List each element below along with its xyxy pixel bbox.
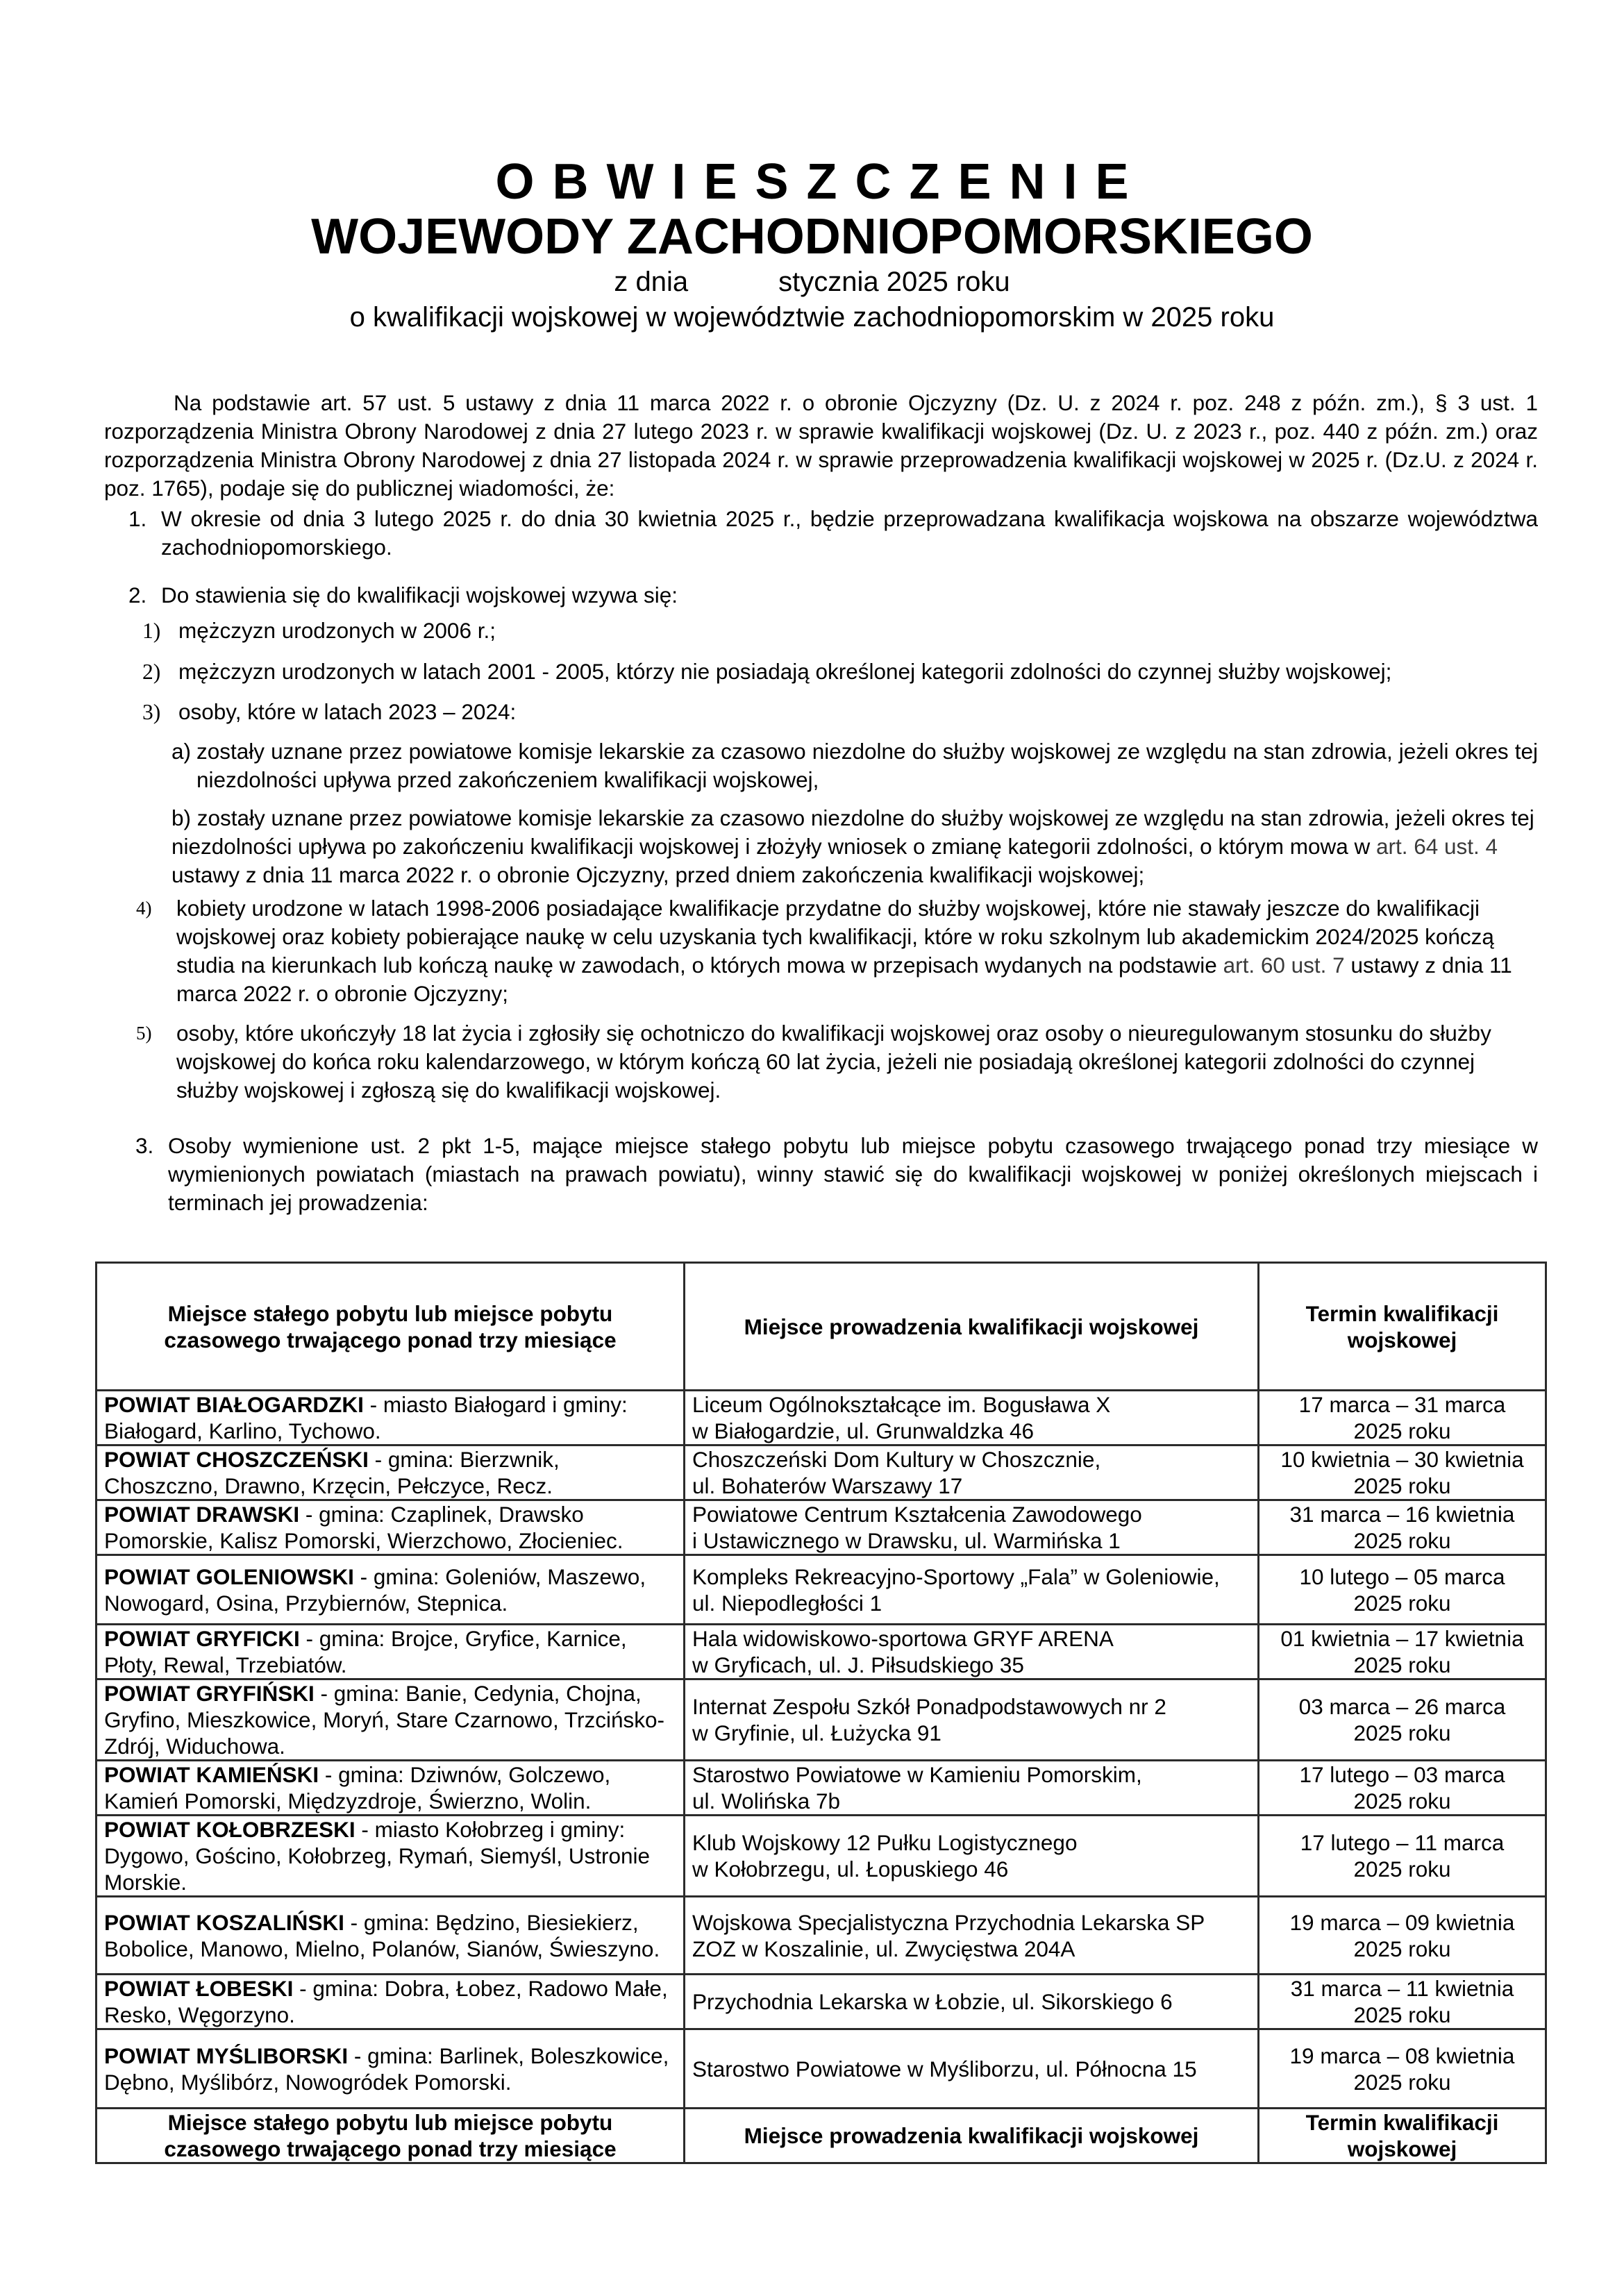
term-dates: 19 marca – 09 kwietnia bbox=[1289, 1909, 1515, 1935]
residence-cell bbox=[97, 1679, 685, 1761]
district-name: POWIAT KOŁOBRZESKI bbox=[104, 1817, 355, 1842]
term-cell bbox=[1259, 1391, 1546, 1446]
term-year: 2025 roku bbox=[1353, 1528, 1451, 1553]
section-1 bbox=[128, 505, 1538, 562]
term-cell bbox=[1259, 1816, 1546, 1897]
location-cell bbox=[685, 1391, 1259, 1446]
section-3 bbox=[135, 1132, 1538, 1217]
residence-cell bbox=[97, 1897, 685, 1975]
section-text: Do stawienia się do kwalifikacji wojskowej wzywa się: bbox=[161, 583, 678, 607]
location-line: Starostwo Powiatowe w Kamieniu Pomorskim, bbox=[692, 1762, 1142, 1787]
residence-cell bbox=[97, 2029, 685, 2109]
district-name: POWIAT GRYFIŃSKI bbox=[104, 1681, 315, 1706]
table-row bbox=[97, 1446, 1546, 1500]
issuer-title: WOJEWODY ZACHODNIOPOMORSKIEGO bbox=[311, 209, 1313, 265]
location-cell bbox=[685, 1555, 1259, 1625]
point-3 bbox=[142, 698, 1538, 726]
district-areas: - gmina: Będzino, Biesiekierz, Bobolice, Manowo, Mielno, Polanów, Sianów, Świeszyno. bbox=[104, 1909, 660, 1961]
term-dates: 31 marca – 16 kwietnia bbox=[1289, 1502, 1515, 1527]
location-line: ul. Bohaterów Warszawy 17 bbox=[692, 1473, 963, 1498]
location-line: Wojskowa Specjalistyczna Przychodnia Lekarska SP bbox=[692, 1909, 1205, 1935]
location-line: ul. Niepodległości 1 bbox=[692, 1590, 882, 1616]
column-header-location: Miejsce prowadzenia kwalifikacji wojskowej bbox=[685, 2109, 1259, 2163]
district-name: POWIAT GRYFICKI bbox=[104, 1626, 300, 1651]
residence-cell bbox=[97, 1446, 685, 1500]
point-2 bbox=[142, 657, 1552, 686]
point-text-tail: ustawy z dnia 11 marca 2022 r. o obronie Ojczyzny; bbox=[176, 953, 1512, 1006]
point-number: 3) bbox=[142, 700, 161, 724]
district-name: POWIAT KOSZALIŃSKI bbox=[104, 1909, 344, 1935]
term-year: 2025 roku bbox=[1353, 1652, 1451, 1677]
term-year: 2025 roku bbox=[1353, 2002, 1451, 2027]
term-cell bbox=[1259, 1897, 1546, 1975]
legal-reference: art. 60 ust. 7 bbox=[1223, 953, 1345, 978]
section-number: 1. bbox=[128, 506, 147, 531]
district-name: POWIAT DRAWSKI bbox=[104, 1502, 300, 1527]
subpoint-text: b) zostały uznane przez powiatowe komisje lekarskie za czasowo niezdolne do służby wojskowej ze względu na stan zdrowia, jeżeli okres tej niezdolności upływa po zakończeniu kwalifikacji wojskowej i złożyły wniosek o zmianę kategorii zdolności, o którym mowa w bbox=[171, 805, 1534, 859]
term-dates: 17 lutego – 11 marca bbox=[1300, 1830, 1505, 1855]
column-header-term: Termin kwalifikacji wojskowej bbox=[1259, 1263, 1546, 1391]
term-dates: 31 marca – 11 kwietnia bbox=[1290, 1976, 1514, 2001]
point-text-body: kobiety urodzone w latach 1998-2006 posiadające kwalifikacje przydatne do służby wojskowej, które nie stawały jeszcze do kwalifikacji wojskowej oraz kobiety pobierające naukę w celu uzyskania tych kwalifikacji, które w roku szkolnym lub akademickim 2024/2025 kończą studia na kierunkach lub kończą naukę w zawodach, o których mowa w przepisach wydanych na podstawie bbox=[176, 896, 1494, 978]
table-row bbox=[97, 1761, 1546, 1816]
location-cell bbox=[685, 1446, 1259, 1500]
term-dates: 19 marca – 08 kwietnia bbox=[1289, 2043, 1515, 2068]
section-text: W okresie od dnia 3 lutego 2025 r. do dnia 30 kwietnia 2025 r., będzie przeprowadzana kwalifikacja wojskowa na obszarze województwa zachodniopomorskiego. bbox=[161, 506, 1538, 560]
intro-paragraph: Na podstawie art. 57 ust. 5 ustawy z dnia 11 marca 2022 r. o obronie Ojczyzny (Dz. U. z 2024 r. poz. 248 z późn. zm.), § 3 ust. 1 rozporządzenia Ministra Obrony Narodowej z dnia 27 lutego 2023 r. w sprawie kwalifikacji wojskowej (Dz. U. z 2023 r., poz. 440 z późn. zm.) oraz rozporządzenia Ministra Obrony Narodowej z dnia 27 listopada 2024 r. w sprawie przeprowadzenia kwalifikacji wojskowej w 2025 r. (Dz.U. z 2024 r. poz. 1765), podaje się do publicznej wiadomości, że: bbox=[104, 390, 1538, 501]
point-3b bbox=[171, 804, 1538, 889]
location-line: Powiatowe Centrum Kształcenia Zawodowego bbox=[692, 1502, 1142, 1527]
table-row bbox=[97, 1816, 1546, 1897]
district-name: POWIAT BIAŁOGARDZKI bbox=[104, 1392, 364, 1417]
district-name: POWIAT MYŚLIBORSKI bbox=[104, 2043, 349, 2068]
residence-cell bbox=[97, 1816, 685, 1897]
term-dates: 01 kwietnia – 17 kwietnia bbox=[1280, 1626, 1524, 1651]
notice-title: OBWIESZCZENIE bbox=[495, 154, 1147, 210]
point-text: mężczyzn urodzonych w 2006 r.; bbox=[178, 618, 496, 643]
district-name: POWIAT GOLENIOWSKI bbox=[104, 1564, 354, 1589]
district-areas: - gmina: Barlinek, Boleszkowice, Dębno, Myślibórz, Nowogródek Pomorski. bbox=[104, 2043, 669, 2095]
district-areas: - miasto Kołobrzeg i gminy: Dygowo, Gościno, Kołobrzeg, Rymań, Siemyśl, Ustronie Morskie. bbox=[104, 1817, 651, 1895]
location-line: Przychodnia Lekarska w Łobzie, ul. Sikorskiego 6 bbox=[692, 1989, 1173, 2014]
term-cell bbox=[1259, 1761, 1546, 1816]
term-cell bbox=[1259, 1446, 1546, 1500]
district-areas: - gmina: Banie, Cedynia, Chojna, Gryfino, Mieszkowice, Moryń, Stare Czarnowo, Trzcińsko-Zdrój, Widuchowa. bbox=[104, 1681, 664, 1759]
table-row bbox=[97, 1975, 1546, 2029]
term-year: 2025 roku bbox=[1353, 1590, 1451, 1616]
location-cell bbox=[685, 1761, 1259, 1816]
point-number: 5) bbox=[136, 1023, 152, 1044]
legal-reference: art. 64 ust. 4 bbox=[1375, 834, 1498, 859]
subpoint-text-tail: ustawy z dnia 11 marca 2022 r. o obronie Ojczyzny, przed dniem zakończenia kwalifikacji wojskowej; bbox=[171, 862, 1145, 887]
district-areas: - gmina: Czaplinek, Drawsko Pomorskie, Kalisz Pomorski, Wierzchowo, Złocieniec. bbox=[104, 1502, 623, 1553]
column-header-location: Miejsce prowadzenia kwalifikacji wojskowej bbox=[685, 1263, 1259, 1391]
residence-cell bbox=[97, 1625, 685, 1679]
term-year: 2025 roku bbox=[1353, 1720, 1451, 1745]
table-row bbox=[97, 1625, 1546, 1679]
district-areas: - miasto Białogard i gminy: Białogard, Karlino, Tychowo. bbox=[104, 1392, 628, 1443]
term-cell bbox=[1259, 1555, 1546, 1625]
notice-subtitle: o kwalifikacji wojskowej w województwie zachodniopomorskim w 2025 roku bbox=[349, 302, 1275, 333]
location-line: Internat Zespołu Szkół Ponadpodstawowych nr 2 bbox=[692, 1694, 1166, 1719]
location-line: Starostwo Powiatowe w Myśliborzu, ul. Północna 15 bbox=[692, 2056, 1197, 2081]
location-cell bbox=[685, 1897, 1259, 1975]
section-text: Osoby wymienione ust. 2 pkt 1-5, mające miejsce stałego pobytu lub miejsce pobytu czasowego trwającego ponad trzy miesiące w wymienionych powiatach (miastach na prawach powiatu), winny stawić się do kwalifikacji wojskowej w poniżej określonych miejscach i terminach jej prowadzenia: bbox=[168, 1133, 1538, 1215]
point-number: 1) bbox=[142, 619, 161, 643]
date-suffix: stycznia 2025 roku bbox=[778, 267, 1010, 297]
table-row bbox=[97, 1897, 1546, 1975]
location-cell bbox=[685, 2029, 1259, 2109]
location-line: Kompleks Rekreacyjno-Sportowy „Fala” w Goleniowie, bbox=[692, 1564, 1220, 1589]
district-name: POWIAT KAMIEŃSKI bbox=[104, 1762, 319, 1787]
point-number: 2) bbox=[142, 660, 161, 684]
term-dates: 10 lutego – 05 marca bbox=[1299, 1564, 1505, 1589]
table-row bbox=[97, 1500, 1546, 1555]
table-row bbox=[97, 1555, 1546, 1625]
location-line: w Gryfinie, ul. Łużycka 91 bbox=[692, 1720, 941, 1745]
section-number: 3. bbox=[135, 1133, 154, 1158]
term-cell bbox=[1259, 1500, 1546, 1555]
table-row bbox=[97, 1391, 1546, 1446]
section-2 bbox=[128, 581, 1538, 610]
point-text: osoby, które ukończyły 18 lat życia i zgłosiły się ochotniczo do kwalifikacji wojskowej oraz osoby o nieuregulowanym stosunku do służby wojskowej do końca roku kalendarzowego, w którym kończą 60 lat życia, jeżeli nie posiadają określonej kategorii zdolności do czynnej służby wojskowej i zgłoszą się do kwalifikacji wojskowej. bbox=[176, 1021, 1491, 1103]
location-cell bbox=[685, 1625, 1259, 1679]
location-line: Choszczeński Dom Kultury w Choszcznie, bbox=[692, 1447, 1101, 1472]
district-name: POWIAT CHOSZCZEŃSKI bbox=[104, 1447, 369, 1472]
term-cell bbox=[1259, 1625, 1546, 1679]
location-line: Liceum Ogólnokształcące im. Bogusława X bbox=[692, 1392, 1111, 1417]
residence-cell bbox=[97, 1555, 685, 1625]
location-cell bbox=[685, 1816, 1259, 1897]
subpoint-text: zostały uznane przez powiatowe komisje lekarskie za czasowo niezdolne do służby wojskowej ze względu na stan zdrowia, jeżeli okres tej niezdolności upływa przed zakończeniem kwalifikacji wojskowej, bbox=[196, 739, 1538, 792]
location-cell bbox=[685, 1679, 1259, 1761]
term-year: 2025 roku bbox=[1353, 1473, 1451, 1498]
term-year: 2025 roku bbox=[1353, 2069, 1451, 2095]
location-line: i Ustawicznego w Drawsku, ul. Warmińska 1 bbox=[692, 1528, 1121, 1553]
location-line: Klub Wojskowy 12 Pułku Logistycznego bbox=[692, 1830, 1078, 1855]
term-year: 2025 roku bbox=[1353, 1418, 1451, 1443]
term-cell bbox=[1259, 1975, 1546, 2029]
residence-cell bbox=[97, 1500, 685, 1555]
district-areas: - gmina: Bierzwnik, Choszczno, Drawno, Krzęcin, Pełczyce, Recz. bbox=[104, 1447, 560, 1498]
column-header-residence: Miejsce stałego pobytu lub miejsce pobytu czasowego trwającego ponad trzy miesiące bbox=[97, 2109, 685, 2163]
subpoint-letter: a) bbox=[171, 739, 192, 764]
district-areas: - gmina: Dobra, Łobez, Radowo Małe, Resko, Węgorzyno. bbox=[104, 1976, 668, 2027]
residence-cell bbox=[97, 1391, 685, 1446]
qualification-locations-table bbox=[95, 1262, 1547, 2164]
location-line: w Białogardzie, ul. Grunwaldzka 46 bbox=[692, 1418, 1035, 1443]
location-cell bbox=[685, 1975, 1259, 2029]
point-5 bbox=[136, 1019, 1538, 1105]
district-areas: - gmina: Brojce, Gryfice, Karnice, Płoty, Rewal, Trzebiatów. bbox=[104, 1626, 627, 1677]
term-year: 2025 roku bbox=[1353, 1788, 1451, 1813]
district-areas: - gmina: Dziwnów, Golczewo, Kamień Pomorski, Międzyzdroje, Świerzno, Wolin. bbox=[104, 1762, 611, 1813]
column-header-residence: Miejsce stałego pobytu lub miejsce pobytu czasowego trwającego ponad trzy miesiące bbox=[97, 1263, 685, 1391]
point-1 bbox=[142, 617, 1538, 645]
location-line: ul. Wolińska 7b bbox=[692, 1788, 841, 1813]
residence-cell bbox=[97, 1761, 685, 1816]
date-line bbox=[0, 265, 1624, 299]
term-dates: 10 kwietnia – 30 kwietnia bbox=[1280, 1447, 1524, 1472]
location-line: w Kołobrzegu, ul. Łopuskiego 46 bbox=[692, 1857, 1009, 1882]
table-row bbox=[97, 2029, 1546, 2109]
location-line: Hala widowiskowo-sportowa GRYF ARENA bbox=[692, 1626, 1114, 1651]
point-number: 4) bbox=[136, 898, 152, 919]
district-areas: - gmina: Goleniów, Maszewo, Nowogard, Osina, Przybiernów, Stepnica. bbox=[104, 1564, 646, 1616]
district-name: POWIAT ŁOBESKI bbox=[104, 1976, 294, 2001]
point-3a bbox=[171, 737, 1538, 794]
point-text bbox=[176, 894, 1538, 1008]
table-header-row bbox=[97, 1263, 1546, 1391]
table-row bbox=[97, 1679, 1546, 1761]
column-header-term: Termin kwalifikacji wojskowej bbox=[1259, 2109, 1546, 2163]
table-footer-header-row bbox=[97, 2109, 1546, 2163]
location-line: w Gryficach, ul. J. Piłsudskiego 35 bbox=[692, 1652, 1024, 1677]
term-dates: 17 lutego – 03 marca bbox=[1299, 1762, 1505, 1787]
point-text: mężczyzn urodzonych w latach 2001 - 2005, którzy nie posiadają określonej kategorii zdolności do czynnej służby wojskowej; bbox=[178, 659, 1392, 684]
location-cell bbox=[685, 1500, 1259, 1555]
section-number: 2. bbox=[128, 583, 147, 607]
date-prefix: z dnia bbox=[614, 267, 689, 297]
point-text: osoby, które w latach 2023 – 2024: bbox=[178, 699, 517, 724]
term-cell bbox=[1259, 2029, 1546, 2109]
term-cell bbox=[1259, 1679, 1546, 1761]
term-year: 2025 roku bbox=[1353, 1857, 1451, 1882]
term-dates: 17 marca – 31 marca bbox=[1298, 1392, 1506, 1417]
point-4 bbox=[136, 894, 1538, 1008]
term-dates: 03 marca – 26 marca bbox=[1298, 1694, 1506, 1719]
residence-cell bbox=[97, 1975, 685, 2029]
location-line: ZOZ w Koszalinie, ul. Zwycięstwa 204A bbox=[692, 1936, 1075, 1961]
term-year: 2025 roku bbox=[1353, 1936, 1451, 1961]
